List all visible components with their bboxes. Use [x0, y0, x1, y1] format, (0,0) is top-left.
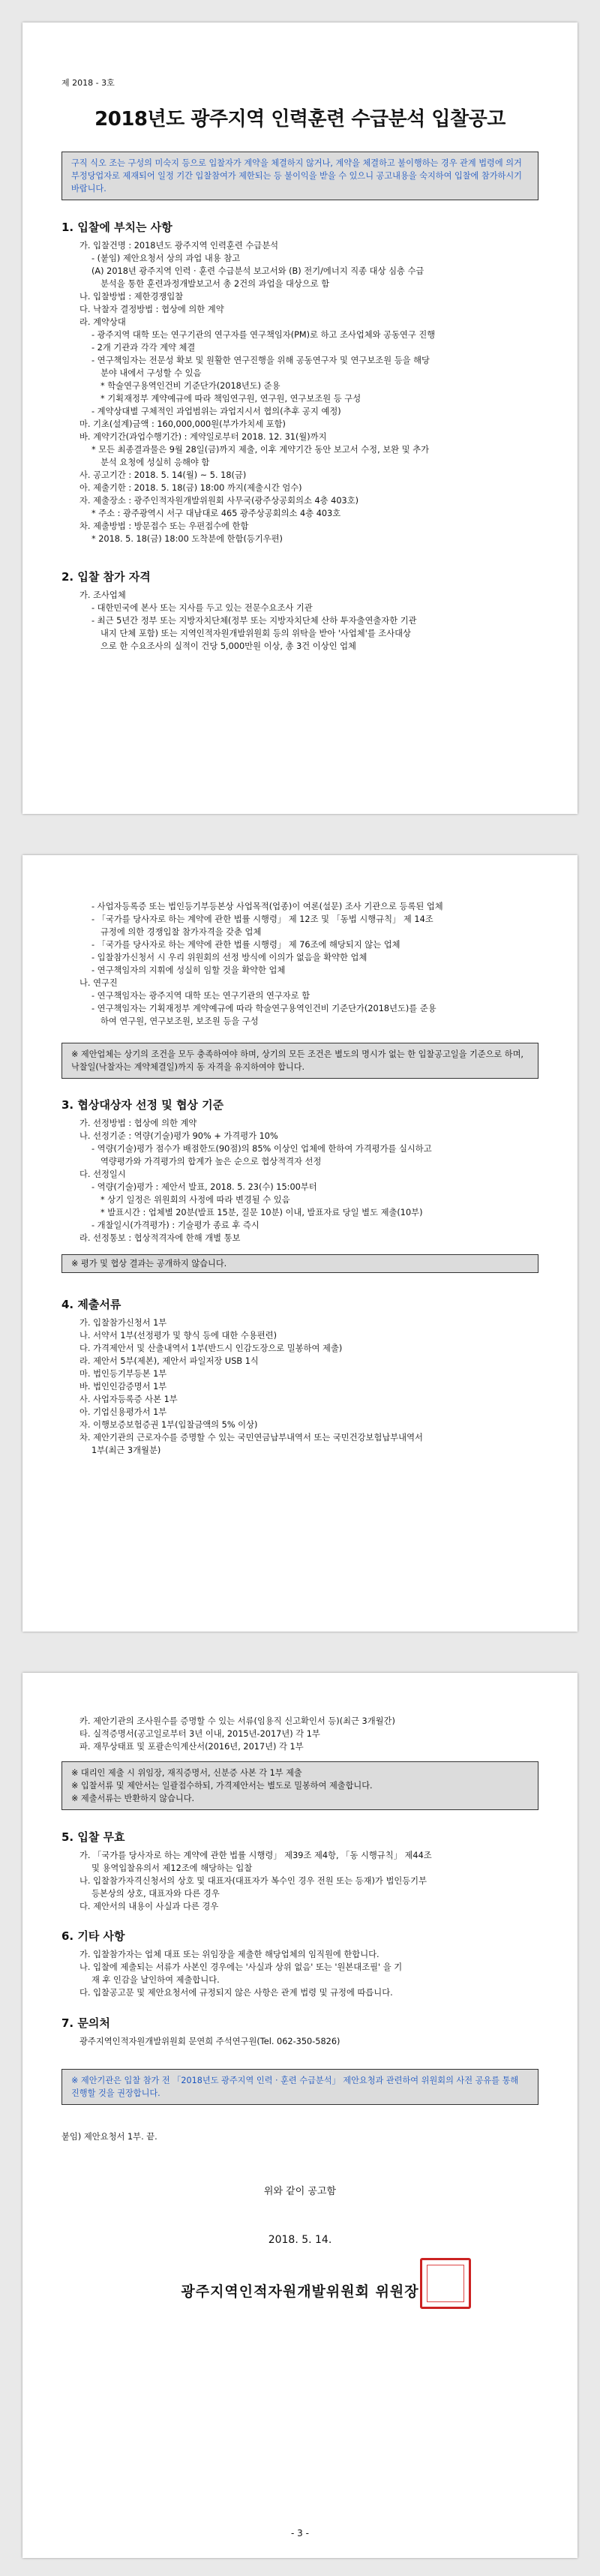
- attachment-line: 붙임) 제안요청서 1부. 끝.: [62, 2132, 158, 2142]
- text-line: 사. 공고기간 : 2018. 5. 14(월) ~ 5. 18(금): [80, 470, 247, 480]
- text-line: 다. 낙찰자 결정방법 : 협상에 의한 계약: [80, 305, 224, 314]
- notice-box: [62, 152, 538, 200]
- text-line: 분석을 통한 훈련과정개발보고서 총 2건의 과업을 대상으로 함: [100, 279, 330, 289]
- text-line: 나. 서약서 1부(선정평가 및 향식 등에 대한 수용편련): [80, 1331, 277, 1341]
- text-line: - 2개 기관과 각각 계약 체결: [92, 343, 196, 353]
- contact-note-text: ※ 제안기관은 입찰 참가 전 「2018년도 광주지역 인력 · 훈련 수급분석」 제안요청과 관련하여 위원회의 사전 공유를 통해 진행할 것을 권장합니다.: [71, 2076, 519, 2098]
- section-1-body: [62, 239, 538, 545]
- text-line: 등본상의 상호, 대표자와 다른 경우: [92, 1889, 220, 1899]
- text-line: * 기획재정부 계약예규에 따라 책임연구원, 연구원, 연구보조원 등 구성: [100, 394, 362, 404]
- text-line: - 「국가를 당사자로 하는 계약에 관한 법률 시행령」 제 76조에 해당되지 않는 업체: [92, 940, 400, 950]
- qualification-note-text: ※ 제안업체는 상기의 조건을 모두 충족하여야 하며, 상기의 모든 조건은 별도의 명시가 없는 한 입찰공고일을 기준으로 하며, 낙찰일(낙찰자는 계약체결일)까지 동 자격을 유지하여야 합니다.: [71, 1049, 524, 1072]
- section-5: [62, 1829, 538, 1913]
- section-5-heading: 5. 입찰 무효: [62, 1830, 125, 1844]
- text-line: - (붙임) 제안요청서 상의 과업 내용 참고: [92, 254, 241, 263]
- section-4-body: [62, 1317, 538, 1457]
- text-line: * 발표시간 : 업체별 20분(발표 15분, 질문 10분) 이내, 발표자료 당일 별도 제출(10부): [100, 1208, 423, 1217]
- submission-note-box: [62, 1761, 538, 1810]
- text-line: 아. 기업신용평가서 1부: [80, 1407, 167, 1417]
- section-2-heading: 2. 입찰 참가 자격: [62, 570, 151, 584]
- document-page-2: [22, 855, 578, 1632]
- official-seal-icon: [420, 2258, 471, 2309]
- text-line: 다. 가격제안서 및 산출내역서 1부(반드시 인감도장으로 밀봉하여 제출): [80, 1344, 343, 1353]
- text-line: - 광주지역 대학 또는 연구기관의 연구자를 연구책임자(PM)로 하고 조사업체와 공동연구 진행: [92, 330, 436, 340]
- submission-note-3: ※ 제출서류는 반환하지 않습니다.: [71, 1794, 195, 1803]
- section-4-heading: 4. 제출서류: [62, 1298, 122, 1311]
- text-line: 나. 입찰에 제출되는 서류가 사본인 경우에는 '사실과 상위 없음' 또는 '원본대조필' 을 기: [80, 1962, 403, 1972]
- section-5-body: [62, 1849, 538, 1913]
- notice-text: 구직 식오 조는 구성의 미숙지 등으로 입찰자가 계약을 체결하지 않거나, 계약을 체결하고 불이행하는 경우 관계 법령에 의거 부정당업자로 제재되어 일정 기간 입찰참여가 제한되는 등 불이익을 받을 수 있으니 공고내용을 숙지하여 입찰에 참가하시기 바랍니다.: [71, 158, 522, 194]
- text-line: 자. 제출장소 : 광주인적자원개발위원회 사무국(광주상공회의소 4층 403호): [80, 496, 359, 506]
- text-line: 나. 입찰참가자격신청서의 상호 및 대표자(대표자가 복수인 경우 전원 또는 등재)가 법인등기부: [80, 1876, 428, 1886]
- text-line: 가. 조사업체: [80, 590, 126, 600]
- text-line: 다. 제안서의 내용이 사실과 다른 경우: [80, 1902, 219, 1911]
- text-line: - 연구책임자의 지휘에 성실히 임할 것을 확약한 업체: [92, 965, 286, 975]
- text-line: 카. 제안기관의 조사원수를 증명할 수 있는 서류(임용직 신고확인서 등)(최근 3개월간): [80, 1716, 395, 1726]
- section-4-continued-body: [62, 1715, 538, 1753]
- evaluation-note-box: [62, 1254, 538, 1273]
- text-line: 라. 제안서 5부(제본), 제안서 파일저장 USB 1식: [80, 1356, 259, 1366]
- notice-date: 2018. 5. 14.: [268, 2234, 332, 2246]
- text-line: - 「국가를 당사자로 하는 계약에 관한 법률 시행령」 제 12조 및 「동법 시행규칙」 제 14조: [92, 914, 434, 924]
- text-line: 내지 단체 포함) 또는 지역인적자원개발위원회 등의 위탁을 받아 '사업체'를 조사대상: [100, 629, 411, 638]
- qualification-note-box: [62, 1043, 538, 1079]
- text-line: 가. 입찰참가신청서 1부: [80, 1318, 167, 1328]
- text-line: * 학술연구용역인건비 기준단가(2018년도) 준용: [100, 381, 280, 391]
- text-line: 규정에 의한 경쟁입찰 참가자격을 갖춘 업체: [100, 927, 262, 937]
- text-line: 1부(최근 3개월분): [92, 1446, 161, 1455]
- section-2-continued: [62, 900, 538, 1028]
- section-1-heading: 1. 입찰에 부치는 사항: [62, 221, 172, 234]
- text-line: 바. 계약기간(과업수행기간) : 계약일로부터 2018. 12. 31(월)까지: [80, 432, 327, 442]
- section-3-heading: 3. 협상대상자 선정 및 협상 기준: [62, 1098, 224, 1112]
- text-line: 다. 선정일시: [80, 1169, 126, 1179]
- text-line: - 최근 5년간 정부 또는 지방자치단체(정부 또는 지방자치단체 산하 투자출연출자한 기관: [92, 616, 417, 626]
- text-line: 나. 선정기준 : 역량(기술)평가 90% + 가격평가 10%: [80, 1131, 278, 1141]
- text-line: - 계약상대별 구체적인 과업범위는 과업지시서 협의(추후 공지 예정): [92, 407, 341, 416]
- page-number: - 3 -: [291, 2528, 309, 2538]
- section-7-body: [62, 2035, 538, 2048]
- text-line: 타. 실적증명서(공고일로부터 3년 이내, 2015년-2017년) 각 1부: [80, 1729, 320, 1739]
- submission-note-2: ※ 입찰서류 및 제안서는 일괄접수하되, 가격제안서는 별도로 밀봉하여 제출합니다.: [71, 1781, 373, 1791]
- section-7-heading: 7. 문의처: [62, 2016, 110, 2030]
- section-3-body: [62, 1117, 538, 1244]
- closing-text: 위와 같이 공고함: [263, 2186, 337, 2197]
- text-line: - 입찰참가신청서 시 우리 위원회의 선정 방식에 이의가 없음을 확약한 업체: [92, 953, 368, 962]
- section-2-body: [62, 589, 538, 653]
- text-line: 사. 사업자등록증 사본 1부: [80, 1395, 178, 1404]
- text-line: 라. 계약상대: [80, 317, 126, 327]
- section-2: [62, 569, 538, 653]
- text-line: - 역량(기술)평가 : 제안서 발표, 2018. 5. 23(수) 15:00부터: [92, 1182, 317, 1192]
- text-line: 나. 입찰방법 : 제한경쟁입찰: [80, 292, 184, 302]
- text-line: 가. 선정방법 : 협상에 의한 계약: [80, 1118, 197, 1128]
- document-page-1: [22, 23, 578, 814]
- text-line: 가. 입찰건명 : 2018년도 광주지역 인력훈련 수급분석: [80, 241, 279, 251]
- text-line: - 대한민국에 본사 또는 지사를 두고 있는 전문수요조사 기관: [92, 603, 313, 613]
- document-page-3: [22, 1673, 578, 2558]
- text-line: - 연구책임자는 전문성 확보 및 원활한 연구진행을 위해 공동연구자 및 연구보조원 등을 해당: [92, 356, 430, 365]
- section-7: [62, 2015, 538, 2048]
- text-line: - 개찰일시(가격평가) : 기술평가 종료 후 즉시: [92, 1220, 260, 1230]
- text-line: * 상기 일정은 위원회의 사정에 따라 변경될 수 있음: [100, 1195, 290, 1205]
- text-line: 라. 선정통보 : 협상적격자에 한해 개별 통보: [80, 1233, 241, 1243]
- text-line: - 연구책임자는 광주지역 대학 또는 연구기관의 연구자로 함: [92, 991, 310, 1001]
- text-line: 재 후 인감을 날인하여 제출합니다.: [92, 1975, 220, 1985]
- evaluation-note-text: ※ 평가 및 협상 결과는 공개하지 않습니다.: [71, 1259, 227, 1268]
- text-line: 다. 입찰공고문 및 제안요청서에 규정되지 않은 사항은 관계 법령 및 규정에 따릅니다.: [80, 1988, 393, 1998]
- text-line: 나. 연구진: [80, 978, 118, 988]
- text-line: 역량평가와 가격평가의 합계가 높은 순으로 협상적격자 선정: [100, 1157, 322, 1166]
- text-line: 광주지역인적자원개발위원회 문연희 주석연구원(Tel. 062-350-5826): [80, 2037, 340, 2046]
- text-line: * 2018. 5. 18(금) 18:00 도착분에 한함(등기우편): [92, 534, 283, 544]
- text-line: * 모든 최종결과물은 9월 28일(금)까지 제출, 이후 계약기간 동안 보고서 수정, 보완 및 추가: [92, 445, 430, 455]
- text-line: - 연구책임자는 기획재정부 계약예규에 따라 학술연구용역인건비 기준단가(2018년도)를 준용: [92, 1004, 436, 1013]
- text-line: 으로 한 수요조사의 실적이 건당 5,000만원 이상, 총 3건 이상인 업체: [100, 641, 356, 651]
- signer-name: 광주지역인적자원개발위원회 위원장: [181, 2283, 419, 2300]
- section-2-continued-body: [62, 900, 538, 1028]
- text-line: 하여 연구원, 연구보조원, 보조원 등을 구성: [100, 1016, 259, 1026]
- text-line: 분석 요청에 성실히 응해야 함: [100, 458, 210, 467]
- section-4-continued: [62, 1715, 538, 1753]
- text-line: 마. 기초(설계)금액 : 160,000,000원(부가가치세 포함): [80, 419, 286, 429]
- text-line: 파. 재무상태표 및 포괄손익계산서(2016년, 2017년) 각 1부: [80, 1742, 304, 1752]
- text-line: 차. 제출방법 : 방문접수 또는 우편접수에 한함: [80, 521, 249, 531]
- text-line: (A) 2018년 광주지역 인력 · 훈련 수급분석 보고서와 (B) 전기/에너지 직종 대상 심층 수급: [92, 266, 424, 276]
- text-line: 가. 「국가를 당사자로 하는 계약에 관한 법률 시행령」 제39조 제4항, 「동 시행규칙」 제44조: [80, 1851, 432, 1860]
- document-number: 제 2018 - 3호: [62, 78, 115, 88]
- page-title: 2018년도 광주지역 인력훈련 수급분석 입찰공고: [94, 108, 506, 131]
- contact-note-box: [62, 2069, 538, 2105]
- text-line: - 역량(기술)평가 점수가 배점한도(90점)의 85% 이상인 업체에 한하여 가격평가를 실시하고: [92, 1144, 432, 1154]
- text-line: - 사업자등록증 또는 법인등기부등본상 사업목적(업종)이 여론(설문) 조사 기관으로 등록된 업체: [92, 902, 443, 911]
- text-line: 및 용역입찰유의서 제12조에 해당하는 입찰: [92, 1863, 253, 1873]
- section-3: [62, 1097, 538, 1244]
- section-6-body: [62, 1948, 538, 1999]
- text-line: 마. 법인등기부등본 1부: [80, 1369, 167, 1379]
- text-line: 아. 제출기한 : 2018. 5. 18(금) 18:00 까지(제출시간 엄수): [80, 483, 302, 493]
- section-4: [62, 1296, 538, 1457]
- text-line: 가. 입찰참가자는 업체 대표 또는 위임장을 제출한 해당업체의 임직원에 한합니다.: [80, 1950, 380, 1959]
- submission-note-1: ※ 대리인 제출 시 위임장, 재직증명서, 신분증 사본 각 1부 제출: [71, 1768, 302, 1778]
- text-line: 바. 법인인감증명서 1부: [80, 1382, 167, 1392]
- text-line: * 주소 : 광주광역시 서구 대남대로 465 광주상공회의소 4층 403호: [92, 509, 341, 518]
- section-6-heading: 6. 기타 사항: [62, 1929, 125, 1943]
- section-1: [62, 219, 538, 545]
- text-line: 자. 이행보증보험증권 1부(입찰금액의 5% 이상): [80, 1420, 258, 1430]
- section-6: [62, 1928, 538, 1999]
- text-line: 차. 제안기관의 근로자수를 증명할 수 있는 국민연금납부내역서 또는 국민건강보험납부내역서: [80, 1433, 423, 1443]
- text-line: 분야 내에서 구성할 수 있음: [100, 368, 202, 378]
